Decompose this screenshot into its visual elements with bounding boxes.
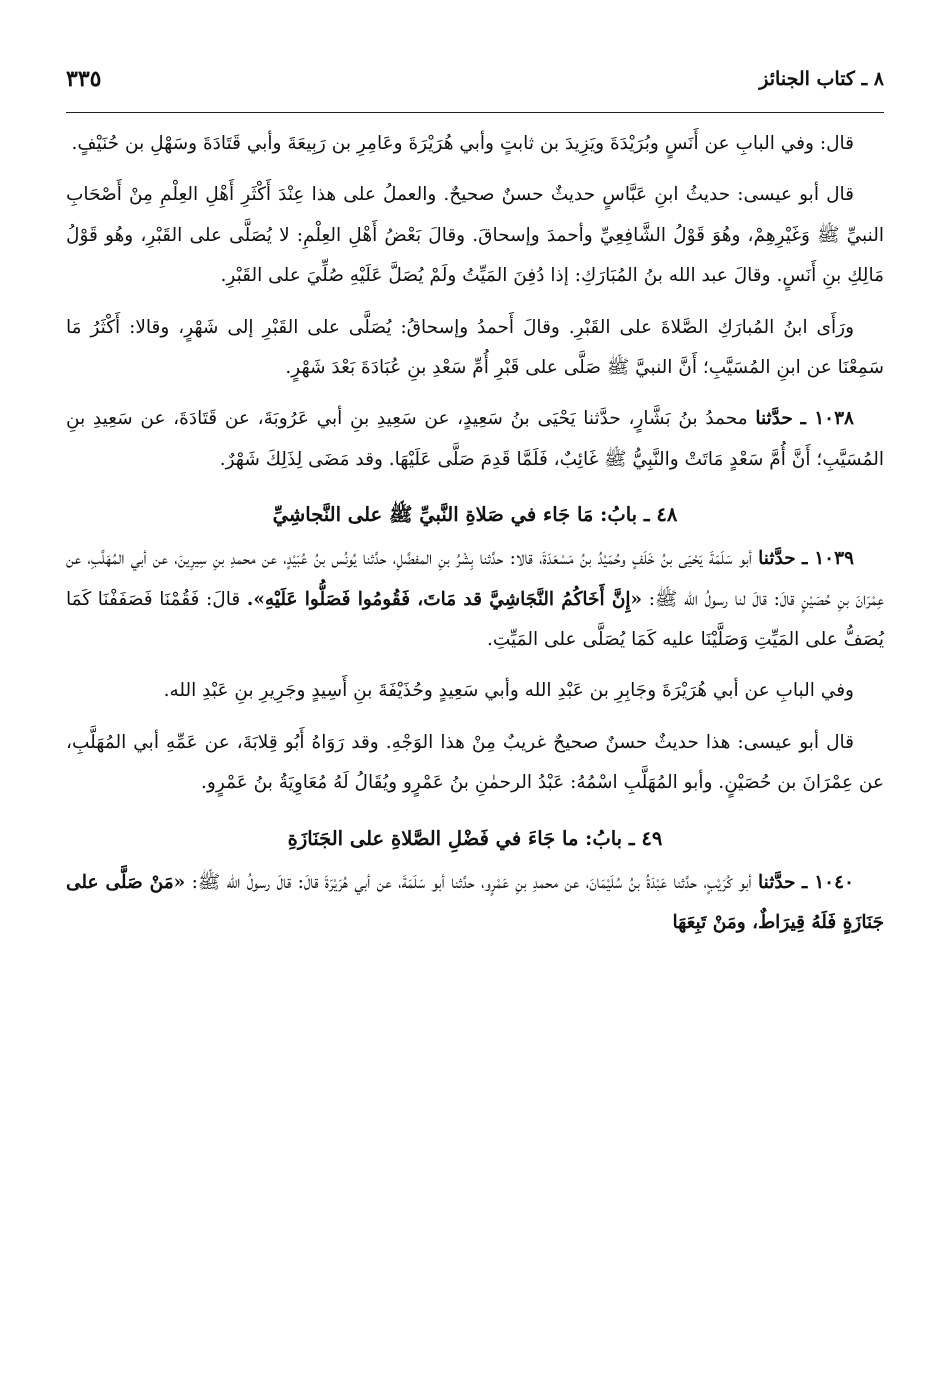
page-number: ٣٣٥ <box>66 66 102 92</box>
chapter-heading-49: ٤٩ ـ بابُ: ما جَاءَ في فَضْلِ الصَّلاةِ على الجَنَازَةِ <box>287 826 663 850</box>
paragraph-abu-isa-comment-2: قال أبو عيسى: هذا حديثٌ حسنٌ صحيحٌ غريبٌ مِنْ هذا الوَجْهِ. وقد رَوَاهُ أَبُو قِلابَةَ، عن عَمِّهِ أبي المُهَلَّبِ، عن عِمْرَانَ بن حُصَيْنٍ. وأبو المُهَلَّبِ اسْمُهُ: عَبْدُ الرحمٰنِ بنُ عَمْرٍو ويُقَالُ لَهُ مُعَاوِيَةُ بنُ عَمْرٍو. <box>66 731 884 794</box>
hadith-text: أبو كُرَيْبٍ، حدَّثنا عَبْدَةُ بنُ سُلَيْمَانَ، عن محمدِ بنِ عَمْرٍو، حدَّثنا أبو سَلَمَةَ، عن أبي هُرَيْرَةَ قالَ: قالَ رسولُ الله ﷺ: <box>191 871 752 893</box>
hadith-1040 <box>66 863 884 944</box>
hadith-text: محمدُ بنُ بَشَّارٍ، حدَّثنا يَحْيَى بنُ سَعِيدٍ، عن سَعِيدِ بنِ أبي عَرُوبَةَ، عن قَتَادَةَ، عن سَعِيدِ بنِ المُسَيَّبِ؛ أَنَّ أُمَّ سَعْدٍ مَاتَتْ والنَّبِيُّ ﷺ غَائِبٌ، فَلَمَّا قَدِمَ صَلَّى عَلَيْهَا. وقد مَضَى لِذَلِكَ شَهْرٌ. <box>66 408 884 470</box>
hadith-1038 <box>66 399 884 480</box>
hadith-number: ١٠٣٩ ـ <box>801 548 854 570</box>
chapter-heading-48: ٤٨ ـ بابُ: مَا جَاء في صَلاةِ النَّبيِّ ﷺ على النَّجاشِيِّ <box>272 503 678 527</box>
paragraph-bab-mentions: قال: وفي البابِ عن أَنَسٍ وبُرَيْدَةَ ويَزِيدَ بن ثابتٍ وأبي هُرَيْرَةَ وعَامِرِ بن رَبِيعَةَ وأبي قَتَادَةَ وسَهْلِ بن حُنَيْفٍ. <box>71 133 854 154</box>
paragraph-ibn-mubarak: ورَأَى ابنُ المُبارَكِ الصَّلاةَ على القَبْرِ. وقالَ أَحمدُ وإسحاقُ: يُصَلَّى على القَبْرِ إلى شَهْرٍ، وقالا: أَكْثَرُ مَا سَمِعْنَا عن ابنِ المُسَيَّبِ؛ أَنَّ النبيَّ ﷺ صَلَّى على قَبْرِ أُمِّ سَعْدِ بنِ عُبَادَةَ بَعْدَ شَهْرٍ. <box>66 316 884 379</box>
paragraph-bab-mentions-2: وفي البابِ عن أبي هُرَيْرَةَ وجَابِرِ بن عَبْدِ الله وأبي سَعِيدٍ وحُذَيْفَةَ بنِ أَسِيدٍ وجَرِيرِ بنِ عَبْدِ الله. <box>163 680 854 702</box>
hadith-number: ١٠٤٠ ـ <box>801 871 854 893</box>
hadith-text: أبو سَلَمَةَ يَحْيَى بنُ خَلَفٍ وحُمَيْدُ بنُ مَسْعَدَةَ، قالا: حدَّثنا بِشْرُ بنِ المفضَّلِ، حدَّثنا يُونُس بنُ عُبَيْدٍ، عن محمدِ بنِ سِيرِينَ، عن أبي المُهَلَّبِ، عن عِمْرَانَ بنِ حُصَيْنٍ قالَ: قالَ لنا رسولُ الله ﷺ: <box>66 548 885 610</box>
hadith-1039 <box>66 539 884 660</box>
hadith-number: ١٠٣٨ ـ <box>800 408 854 430</box>
page-body <box>66 124 884 944</box>
hadith-lead: حدَّثنا <box>758 871 796 893</box>
page-header <box>66 62 884 102</box>
hadith-lead: حدَّثنا <box>755 408 793 430</box>
prophetic-quote: «إِنَّ أَخَاكُمُ النَّجَاشِيَّ قد مَاتَ، فَقُومُوا فَصَلُّوا عَلَيْهِ». <box>246 588 643 610</box>
hadith-text-continued: قالَ: فَقُمْنَا فَصَفَفْنَا كَمَا يُصَفُّ على المَيِّتِ وَصَلَّيْنَا عليه كَمَا يُصَلَّى على المَيِّتِ. <box>66 588 884 651</box>
hadith-lead: حدَّثنا <box>758 548 796 570</box>
running-title: ٨ ـ كتاب الجنائز <box>759 68 884 90</box>
header-rule <box>66 112 884 113</box>
paragraph-abu-isa-comment: قال أبو عيسى: حديثُ ابنِ عَبَّاسٍ حديثٌ حسنٌ صحيحٌ. والعملُ على هذا عِنْدَ أَكْثَرِ أَهْلِ العِلْمِ مِنْ أَصْحَابِ النبيِّ ﷺ وَغَيْرِهِمْ، وهُوَ قَوْلُ الشَّافِعِيِّ وأحمدَ وإسحاقَ. وقالَ بَعْضُ أَهْلِ العِلْمِ: لا يُصَلَّى على القَبْرِ، وهُو قَوْلُ مَالِكِ بنِ أَنَسٍ. وقالَ عبد الله بنُ المُبَارَكِ: إذا دُفِنَ المَيِّتُ ولَمْ يُصَلَّ عَلَيْهِ صُلِّيَ على القَبْرِ. <box>66 184 884 287</box>
prophetic-quote: «مَنْ صَلَّى على جَنَازَةٍ فَلَهُ قِيرَاطٌ، ومَنْ تَبِعَهَا <box>66 871 884 934</box>
